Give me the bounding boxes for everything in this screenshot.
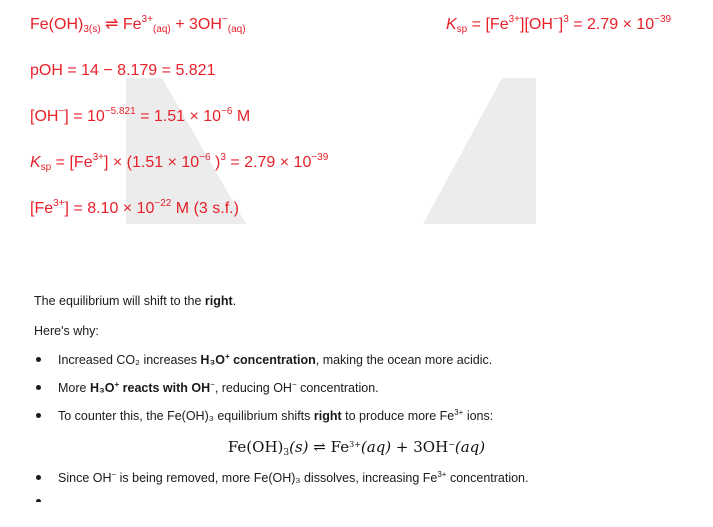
dissolution-reaction: $Fe(OH)_{3(s)}$ ⇌ $Fe^{3+}_{(aq)} + 3OH^-_{(aq)}$ bbox=[30, 14, 246, 35]
conclusion-text: The equilibrium will shift to the right. bbox=[34, 294, 237, 308]
ksp-substitution-line: $K_{sp} = [Fe^{3+}] \times (1.51 \times 10^{-6}$ )$^3 = 2.79 \times 10^{-39}$ bbox=[30, 152, 329, 173]
equilibrium-equation: $Fe(OH)_3(s)$ ⇌ $Fe^{3+}(aq) + 3OH^-(aq)$ bbox=[227, 438, 486, 458]
iron-concentration-result: $[Fe^{3+}] = 8.10 \times 10^{-22}$ M (3 s.f.) bbox=[30, 198, 239, 217]
worked-solution-panel bbox=[0, 0, 713, 245]
hydroxide-concentration-line: $[OH^-] = 10^{-5.821} = 1.51 \times 10^{-6}$ M bbox=[30, 106, 251, 125]
why-heading: Here's why: bbox=[34, 324, 99, 338]
watermark-right-stroke bbox=[423, 78, 536, 224]
ksp-expression: $K_{sp} = [Fe^{3+}][OH^-]^3 = 2.79 \times 10^{-39}$ bbox=[446, 14, 672, 35]
truncated-list-item bbox=[36, 496, 156, 502]
poh-line: pOH = 14 − 8.179 = 5.821 bbox=[30, 62, 216, 79]
